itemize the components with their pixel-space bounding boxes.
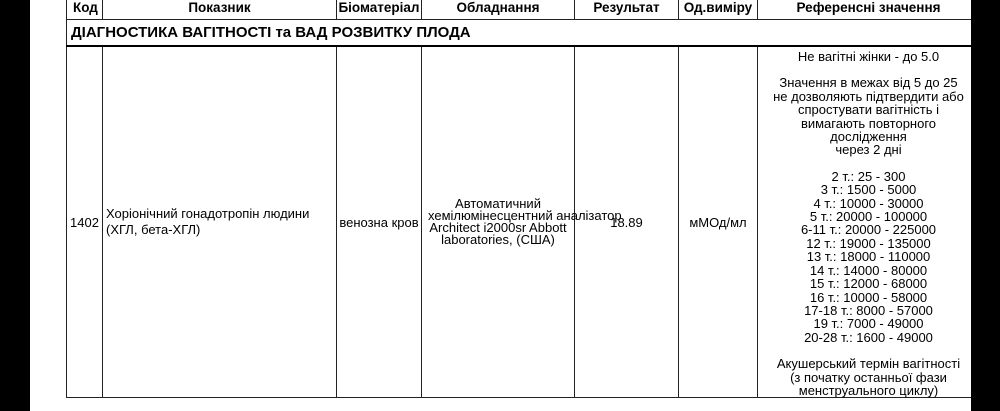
- reference-note-line: через 2 дні: [835, 142, 902, 158]
- screen-edge-right: [971, 0, 1000, 411]
- reference-note-line: дослідження: [830, 129, 907, 145]
- indicator-abbr: (ХГЛ, бета-ХГЛ): [106, 222, 201, 238]
- reference-note-line: не дозволяють підтвердити або: [773, 88, 964, 104]
- reference-week: 17-18 т.: 8000 - 57000: [804, 302, 933, 318]
- screen-edge-left: [0, 0, 30, 411]
- result-value: 18.89: [575, 46, 679, 398]
- reference-week: 5 т.: 20000 - 100000: [809, 209, 928, 225]
- header-biomaterial: Біоматеріал: [337, 0, 422, 20]
- reference-week: 19 т.: 7000 - 49000: [813, 316, 924, 332]
- reference-week: 12 т.: 19000 - 135000: [806, 235, 931, 251]
- header-unit: Од.виміру: [679, 0, 758, 20]
- document-page: [30, 0, 971, 411]
- biomaterial: венозна кров: [337, 46, 422, 398]
- reference-week: 16 т.: 10000 - 58000: [809, 289, 928, 305]
- header-code: Код: [67, 0, 103, 20]
- table-row: [67, 46, 972, 398]
- unit: мМОд/мл: [679, 46, 758, 398]
- equipment-line: Architect i2000sr Abbott: [429, 220, 567, 236]
- reference-week: 13 т.: 18000 - 110000: [806, 249, 931, 265]
- results-table: [66, 0, 971, 398]
- header-equipment: Обладнання: [422, 0, 575, 20]
- reference-week: 3 т.: 1500 - 5000: [820, 182, 917, 198]
- reference-note-line: вимагають повторного: [800, 115, 937, 131]
- reference-term-line: Акушерський термін вагітності: [776, 356, 961, 372]
- header-result: Результат: [575, 0, 679, 20]
- header-indicator: Показник: [103, 0, 337, 20]
- reference-cell: [758, 46, 972, 398]
- equipment-line: laboratories, (США): [441, 232, 555, 248]
- indicator-cell: [103, 46, 337, 398]
- reference-note-line: Значення в межах від 5 до 25: [779, 75, 958, 91]
- section-title: ДІАГНОСТИКА ВАГІТНОСТІ та ВАД РОЗВИТКУ ПЛОДА: [67, 20, 972, 47]
- reference-week: 15 т.: 12000 - 68000: [809, 276, 928, 292]
- reference-week: 4 т.: 10000 - 30000: [813, 195, 924, 211]
- reference-term-line: (з початку останньої фази: [790, 369, 947, 385]
- header-row: [67, 0, 972, 20]
- indicator-name: Хоріонічний гонадотропін людини: [106, 206, 310, 222]
- equipment-line: хемілюмінесцентний аналізатор: [428, 208, 622, 224]
- reference-week: 14 т.: 14000 - 80000: [809, 262, 928, 278]
- header-reference: Референсні значення: [758, 0, 972, 20]
- reference-non-pregnant: Не вагітні жінки - до 5.0: [797, 49, 940, 64]
- test-code: 1402: [67, 46, 103, 398]
- reference-week: 20-28 т.: 1600 - 49000: [804, 329, 933, 345]
- reference-week: 6-11 т.: 20000 - 225000: [800, 222, 937, 238]
- section-row: [67, 20, 972, 47]
- reference-term-line: менструального циклу): [798, 382, 939, 398]
- equipment-line: Автоматичний: [455, 196, 541, 212]
- reference-week: 2 т.: 25 - 300: [831, 168, 906, 184]
- reference-note-line: спростувати вагітність і: [797, 102, 939, 118]
- equipment-cell: [422, 46, 622, 398]
